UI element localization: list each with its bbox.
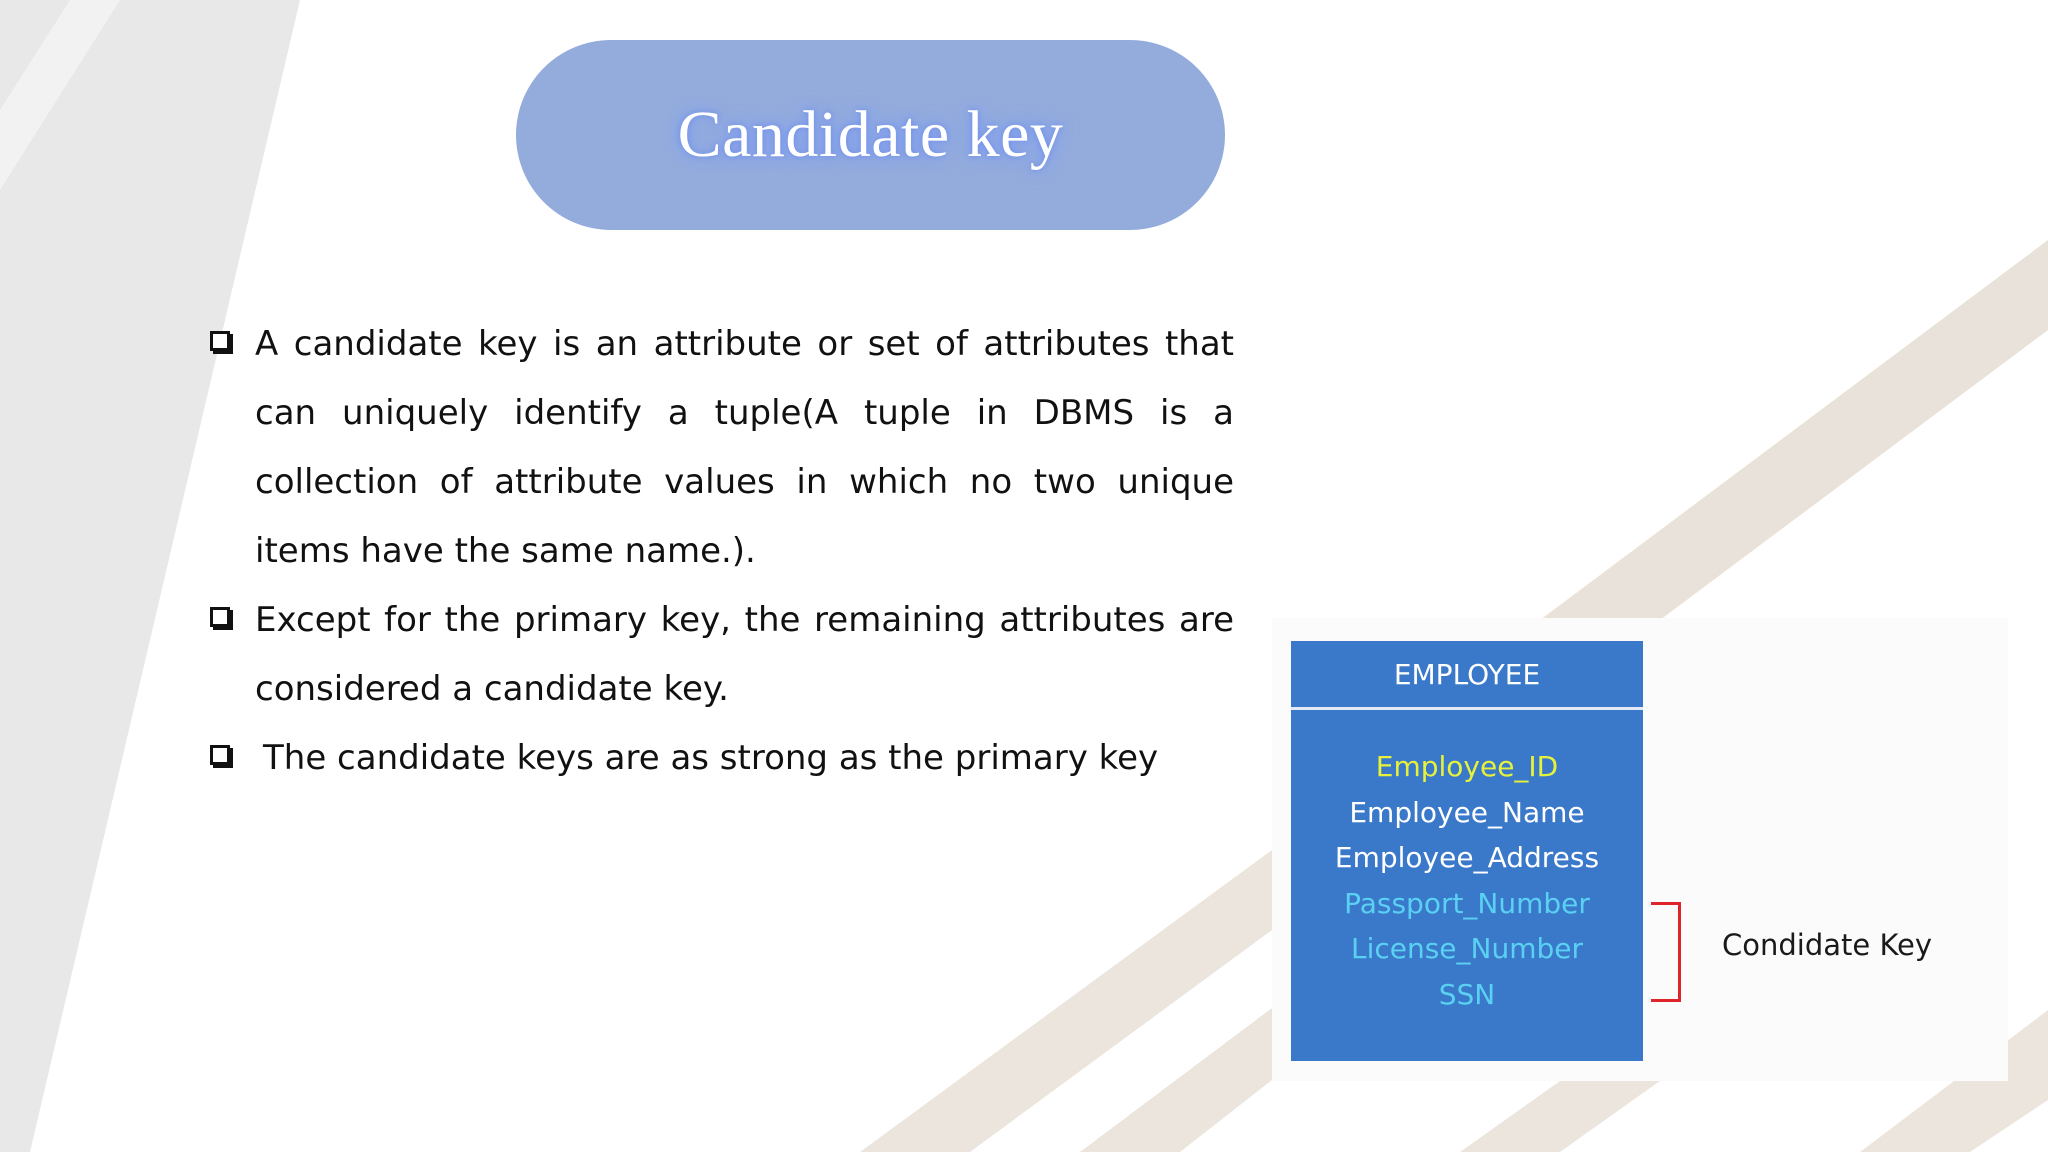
checkbox-bullet-icon — [210, 745, 230, 765]
attribute-candidate-key: SSN — [1438, 977, 1496, 1011]
bullet-text: A candidate key is an attribute or set of attributes that can uniquely identify a tuple(A tuple in DBMS is a collection of attribute values in which no two unique items have the same name.). — [255, 324, 1234, 571]
attribute: Employee_Address — [1334, 841, 1600, 874]
candidate-key-bracket — [1651, 902, 1681, 1002]
attribute-candidate-key: License_Number — [1350, 932, 1584, 965]
bullet-item — [208, 724, 1234, 793]
attribute-primary-key: Employee_ID — [1375, 750, 1559, 783]
attribute: Employee_Name — [1349, 795, 1585, 829]
employee-entity-box — [1291, 641, 1643, 1061]
candidate-key-label: Condidate Key — [1722, 928, 1933, 962]
bullet-text: The candidate keys are as strong as the primary key — [263, 738, 1159, 778]
title-banner — [516, 40, 1225, 230]
checkbox-bullet-icon — [210, 331, 230, 351]
checkbox-bullet-icon — [210, 607, 230, 627]
entity-name: EMPLOYEE — [1291, 641, 1643, 710]
slide-title: Candidate key — [677, 98, 1064, 171]
diagonal-stripe-4 — [1460, 1081, 1660, 1152]
attribute-list — [1291, 710, 1643, 1017]
bullet-item — [208, 310, 1234, 586]
attribute-candidate-key: Passport_Number — [1344, 886, 1590, 920]
bullet-list — [208, 310, 1234, 793]
diagonal-stripe-1 — [1540, 240, 2048, 620]
bullet-item — [208, 586, 1234, 724]
bullet-text: Except for the primary key, the remaining attributes are considered a candidate key. — [255, 600, 1234, 709]
